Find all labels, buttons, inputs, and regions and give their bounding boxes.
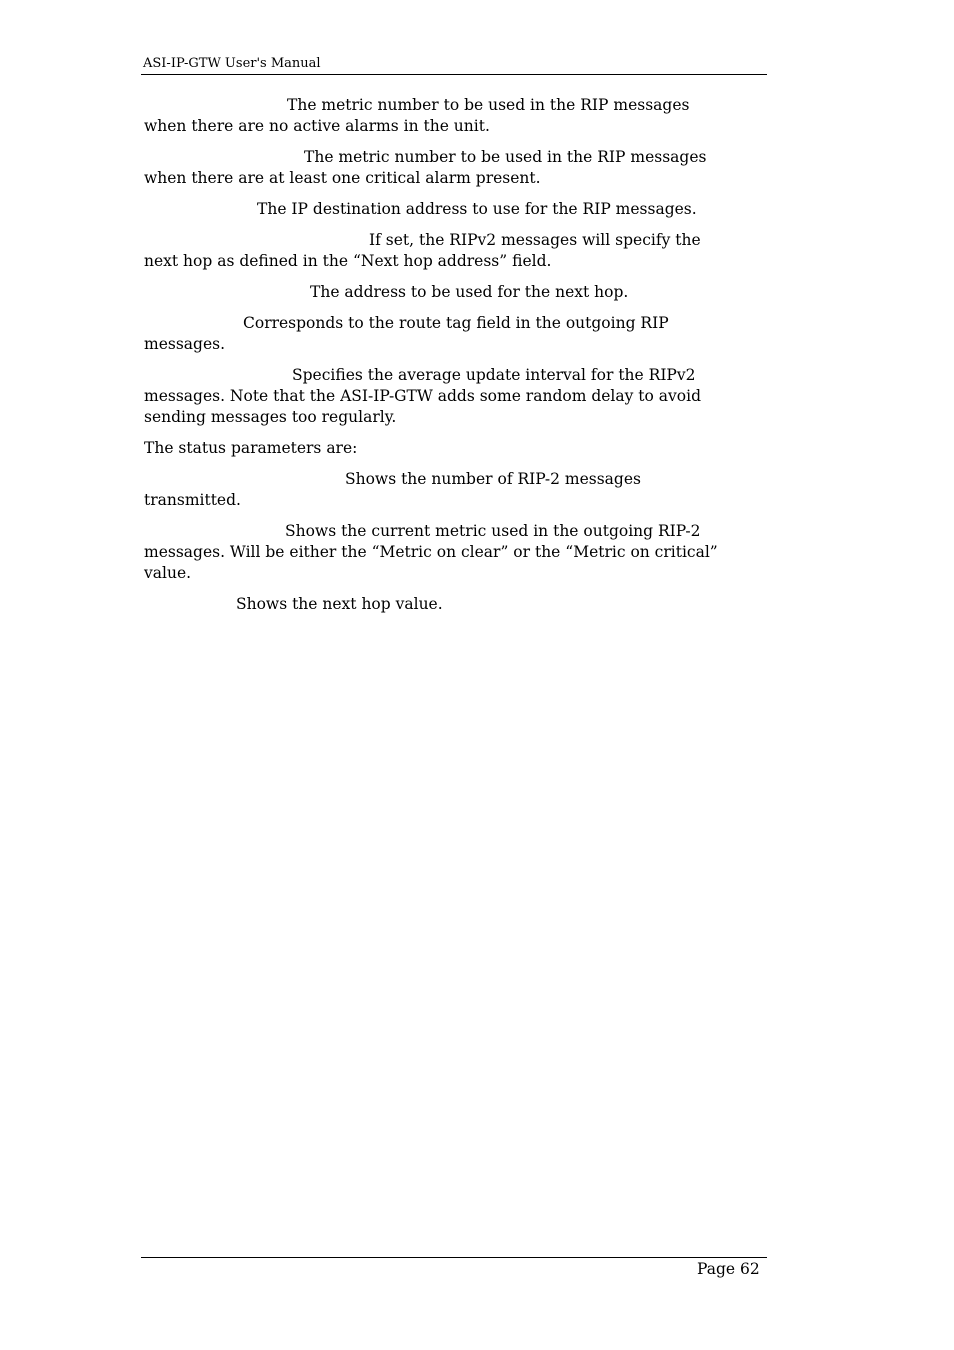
paragraph-text: The status parameters are: bbox=[144, 439, 358, 457]
paragraph-text: value. bbox=[144, 564, 192, 582]
running-header: ASI-IP-GTW User's Manual bbox=[143, 56, 321, 71]
paragraph-text: If set, the RIPv2 messages will specify the bbox=[369, 231, 701, 249]
paragraph-current-metric bbox=[144, 521, 768, 584]
paragraph-text: Shows the next hop value. bbox=[236, 595, 443, 613]
paragraph-text: next hop as defined in the “Next hop address” field. bbox=[144, 252, 552, 270]
header-divider bbox=[141, 74, 767, 75]
paragraph-metric-on-critical bbox=[144, 147, 768, 189]
paragraph-text: messages. bbox=[144, 335, 225, 353]
paragraph-text: when there are no active alarms in the unit. bbox=[144, 117, 490, 135]
paragraph-specify-next-hop bbox=[144, 230, 768, 272]
paragraph-text: The metric number to be used in the RIP messages bbox=[304, 148, 707, 166]
document-body bbox=[144, 95, 768, 625]
paragraph-status-intro bbox=[144, 438, 768, 459]
paragraph-text: The IP destination address to use for the RIP messages. bbox=[257, 200, 697, 218]
paragraph-text: Shows the current metric used in the outgoing RIP-2 bbox=[285, 522, 701, 540]
paragraph-text: The address to be used for the next hop. bbox=[310, 283, 629, 301]
paragraph-text: when there are at least one critical alarm present. bbox=[144, 169, 541, 187]
paragraph-text: Corresponds to the route tag field in the outgoing RIP bbox=[243, 314, 669, 332]
page-number: Page 62 bbox=[697, 1260, 760, 1278]
paragraph-messages-transmitted bbox=[144, 469, 768, 511]
footer-divider bbox=[141, 1257, 767, 1258]
paragraph-next-hop-address bbox=[144, 282, 768, 303]
paragraph-text: messages. Note that the ASI-IP-GTW adds some random delay to avoid bbox=[144, 387, 701, 405]
paragraph-text: The metric number to be used in the RIP messages bbox=[287, 96, 690, 114]
paragraph-route-tag bbox=[144, 313, 768, 355]
paragraph-text: messages. Will be either the “Metric on clear” or the “Metric on critical” bbox=[144, 543, 718, 561]
paragraph-text: Specifies the average update interval for the RIPv2 bbox=[292, 366, 696, 384]
paragraph-metric-on-clear bbox=[144, 95, 768, 137]
paragraph-next-hop-status bbox=[144, 594, 768, 615]
paragraph-text: Shows the number of RIP-2 messages bbox=[345, 470, 641, 488]
paragraph-destination-address bbox=[144, 199, 768, 220]
paragraph-text: transmitted. bbox=[144, 491, 241, 509]
paragraph-update-interval bbox=[144, 365, 768, 428]
paragraph-text: sending messages too regularly. bbox=[144, 408, 397, 426]
